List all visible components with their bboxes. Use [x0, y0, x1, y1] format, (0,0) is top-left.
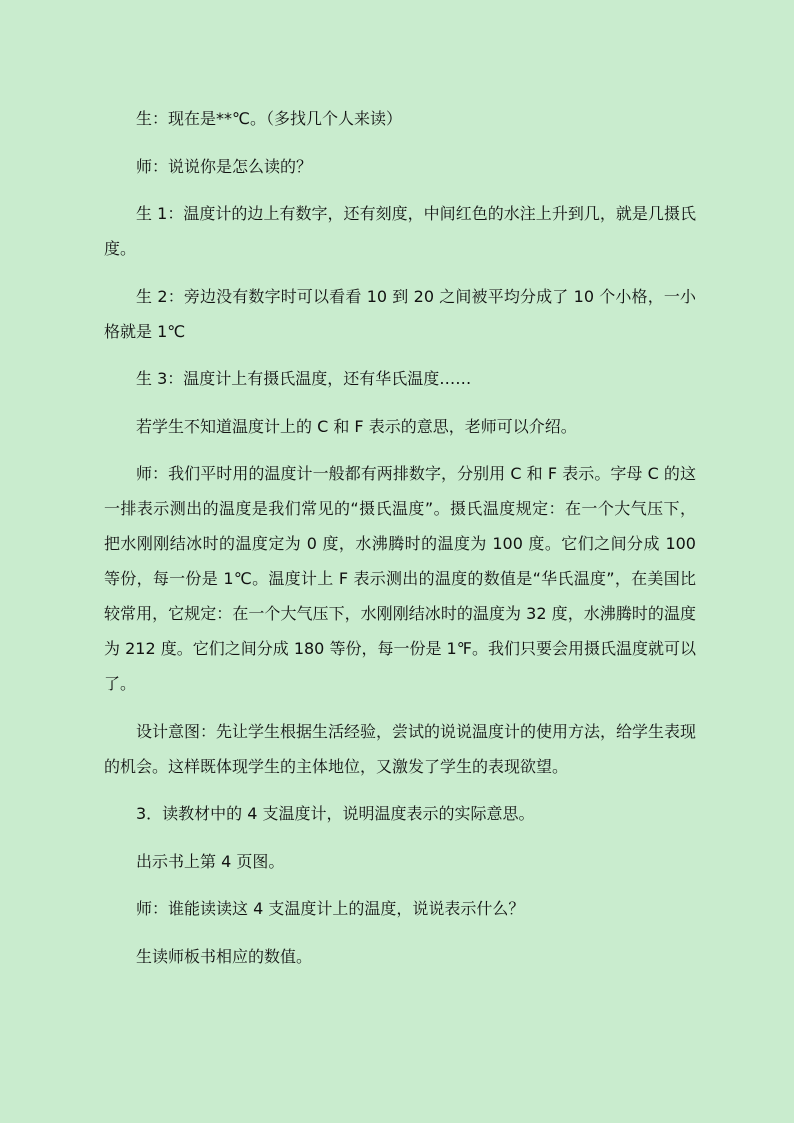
paragraph-step-3: 3．读教材中的 4 支温度计，说明温度表示的实际意思。	[136, 804, 535, 823]
paragraph-student-answer: 生：现在是**℃。（多找几个人来读）	[136, 109, 402, 128]
paragraph-teacher-question: 师：说说你是怎么读的？	[136, 156, 313, 176]
paragraph-student-2: 生 2：旁边没有数字时可以看看 10 到 20 之间被平均分成了 10 个小格，一小格就是 1℃	[104, 286, 696, 341]
document-page	[104, 101, 702, 986]
paragraph-teacher-note: 若学生不知道温度计上的 C 和 F 表示的意思，老师可以介绍。	[136, 416, 577, 436]
paragraph-teacher-explanation: 师：我们平时用的温度计一般都有两排数字，分别用 C 和 F 表示。字母 C 的这一排表示测出的温度是我们常见的“摄氏温度”。摄氏温度规定：在一个大气压下，把水刚刚结冰时的温度定为 0 度，水沸腾时的温度为 100 度。它们之间分成 100 等份，每一份是 1℃。温度计上 F 表示测出的温度的数值是“华氏温度”，在美国比较常用，它规定：在一个大气压下，水刚刚结冰时的温度为 32 度，水沸腾时的温度为 212 度。它们之间分成 180 等份，每一份是 1℉。我们只要会用摄氏温度就可以了。	[104, 464, 702, 693]
paragraph-teacher-ask: 师：谁能读读这 4 支温度计上的温度，说说表示什么？	[136, 899, 525, 918]
paragraph-student-3: 生 3：温度计上有摄氏温度，还有华氏温度……	[136, 369, 472, 388]
paragraph-show-figure: 出示书上第 4 页图。	[136, 851, 285, 871]
paragraph-design-intent: 设计意图：先让学生根据生活经验，尝试的说说温度计的使用方法，给学生表现的机会。这样既体现学生的主体地位，又激发了学生的表现欲望。	[104, 721, 697, 776]
paragraph-student-1: 生 1：温度计的边上有数字，还有刻度，中间红色的水注上升到几，就是几摄氏度。	[104, 204, 696, 258]
paragraph-student-read: 生读师板书相应的数值。	[136, 946, 313, 966]
